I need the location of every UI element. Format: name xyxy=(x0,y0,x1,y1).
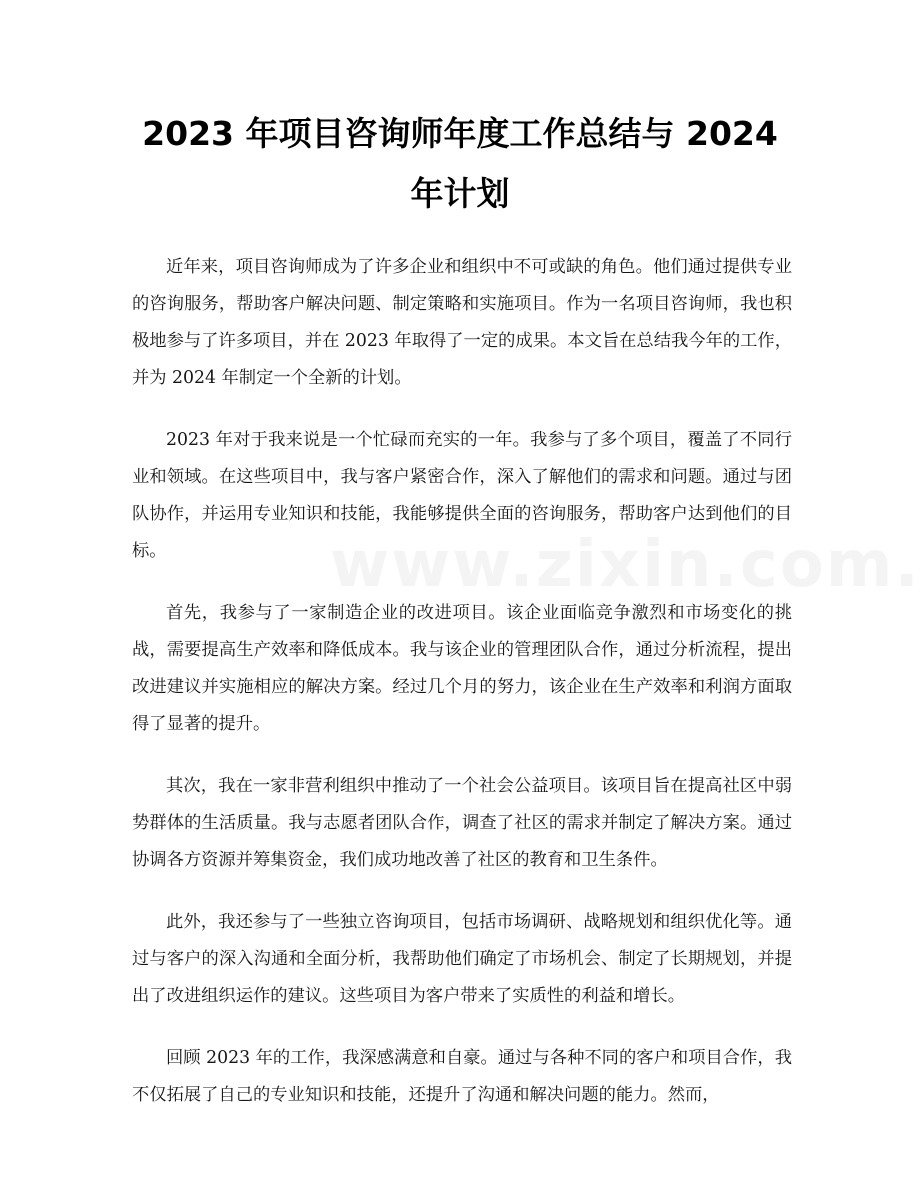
paragraph-independent-projects: 此外，我还参与了一些独立咨询项目，包括市场调研、战略规划和组织优化等。通过与客户的深入沟通和全面分析，我帮助他们确定了市场机会、制定了长期规划，并提出了改进组织运作的建议。这些项目为客户带来了实质性的利益和增长。 xyxy=(132,912,792,1006)
paragraph-2023-overview: 2023 年对于我来说是一个忙碌而充实的一年。我参与了多个项目，覆盖了不同行业和领域。在这些项目中，我与客户紧密合作，深入了解他们的需求和问题。通过与团队协作，并运用专业知识和技能，我能够提供全面的咨询服务，帮助客户达到他们的目标。 xyxy=(132,430,792,561)
document-title: 2023 年项目咨询师年度工作总结与 2024 年计划 xyxy=(142,114,778,213)
paragraph-manufacturing-project: 首先，我参与了一家制造企业的改进项目。该企业面临竞争激烈和市场变化的挑战，需要提高生产效率和降低成本。我与该企业的管理团队合作，通过分析流程，提出改进建议并实施相应的解决方案。经过几个月的努力，该企业在生产效率和利润方面取得了显著的提升。 xyxy=(132,603,792,734)
paragraph-nonprofit-project: 其次，我在一家非营利组织中推动了一个社会公益项目。该项目旨在提高社区中弱势群体的生活质量。我与志愿者团队合作，调查了社区的需求并制定了解决方案。通过协调各方资源并筹集资金，我们成功地改善了社区的教育和卫生条件。 xyxy=(132,776,792,870)
paragraph-review: 回顾 2023 年的工作，我深感满意和自豪。通过与各种不同的客户和项目合作，我不仅拓展了自己的专业知识和技能，还提升了沟通和解决问题的能力。然而， xyxy=(132,1048,792,1105)
document-body xyxy=(132,249,792,1139)
paragraph-intro: 近年来，项目咨询师成为了许多企业和组织中不可或缺的角色。他们通过提供专业的咨询服务，帮助客户解决问题、制定策略和实施项目。作为一名项目咨询师，我也积极地参与了许多项目，并在 2023 年取得了一定的成果。本文旨在总结我今年的工作，并为 2024 年制定一个全新的计划。 xyxy=(132,257,792,388)
